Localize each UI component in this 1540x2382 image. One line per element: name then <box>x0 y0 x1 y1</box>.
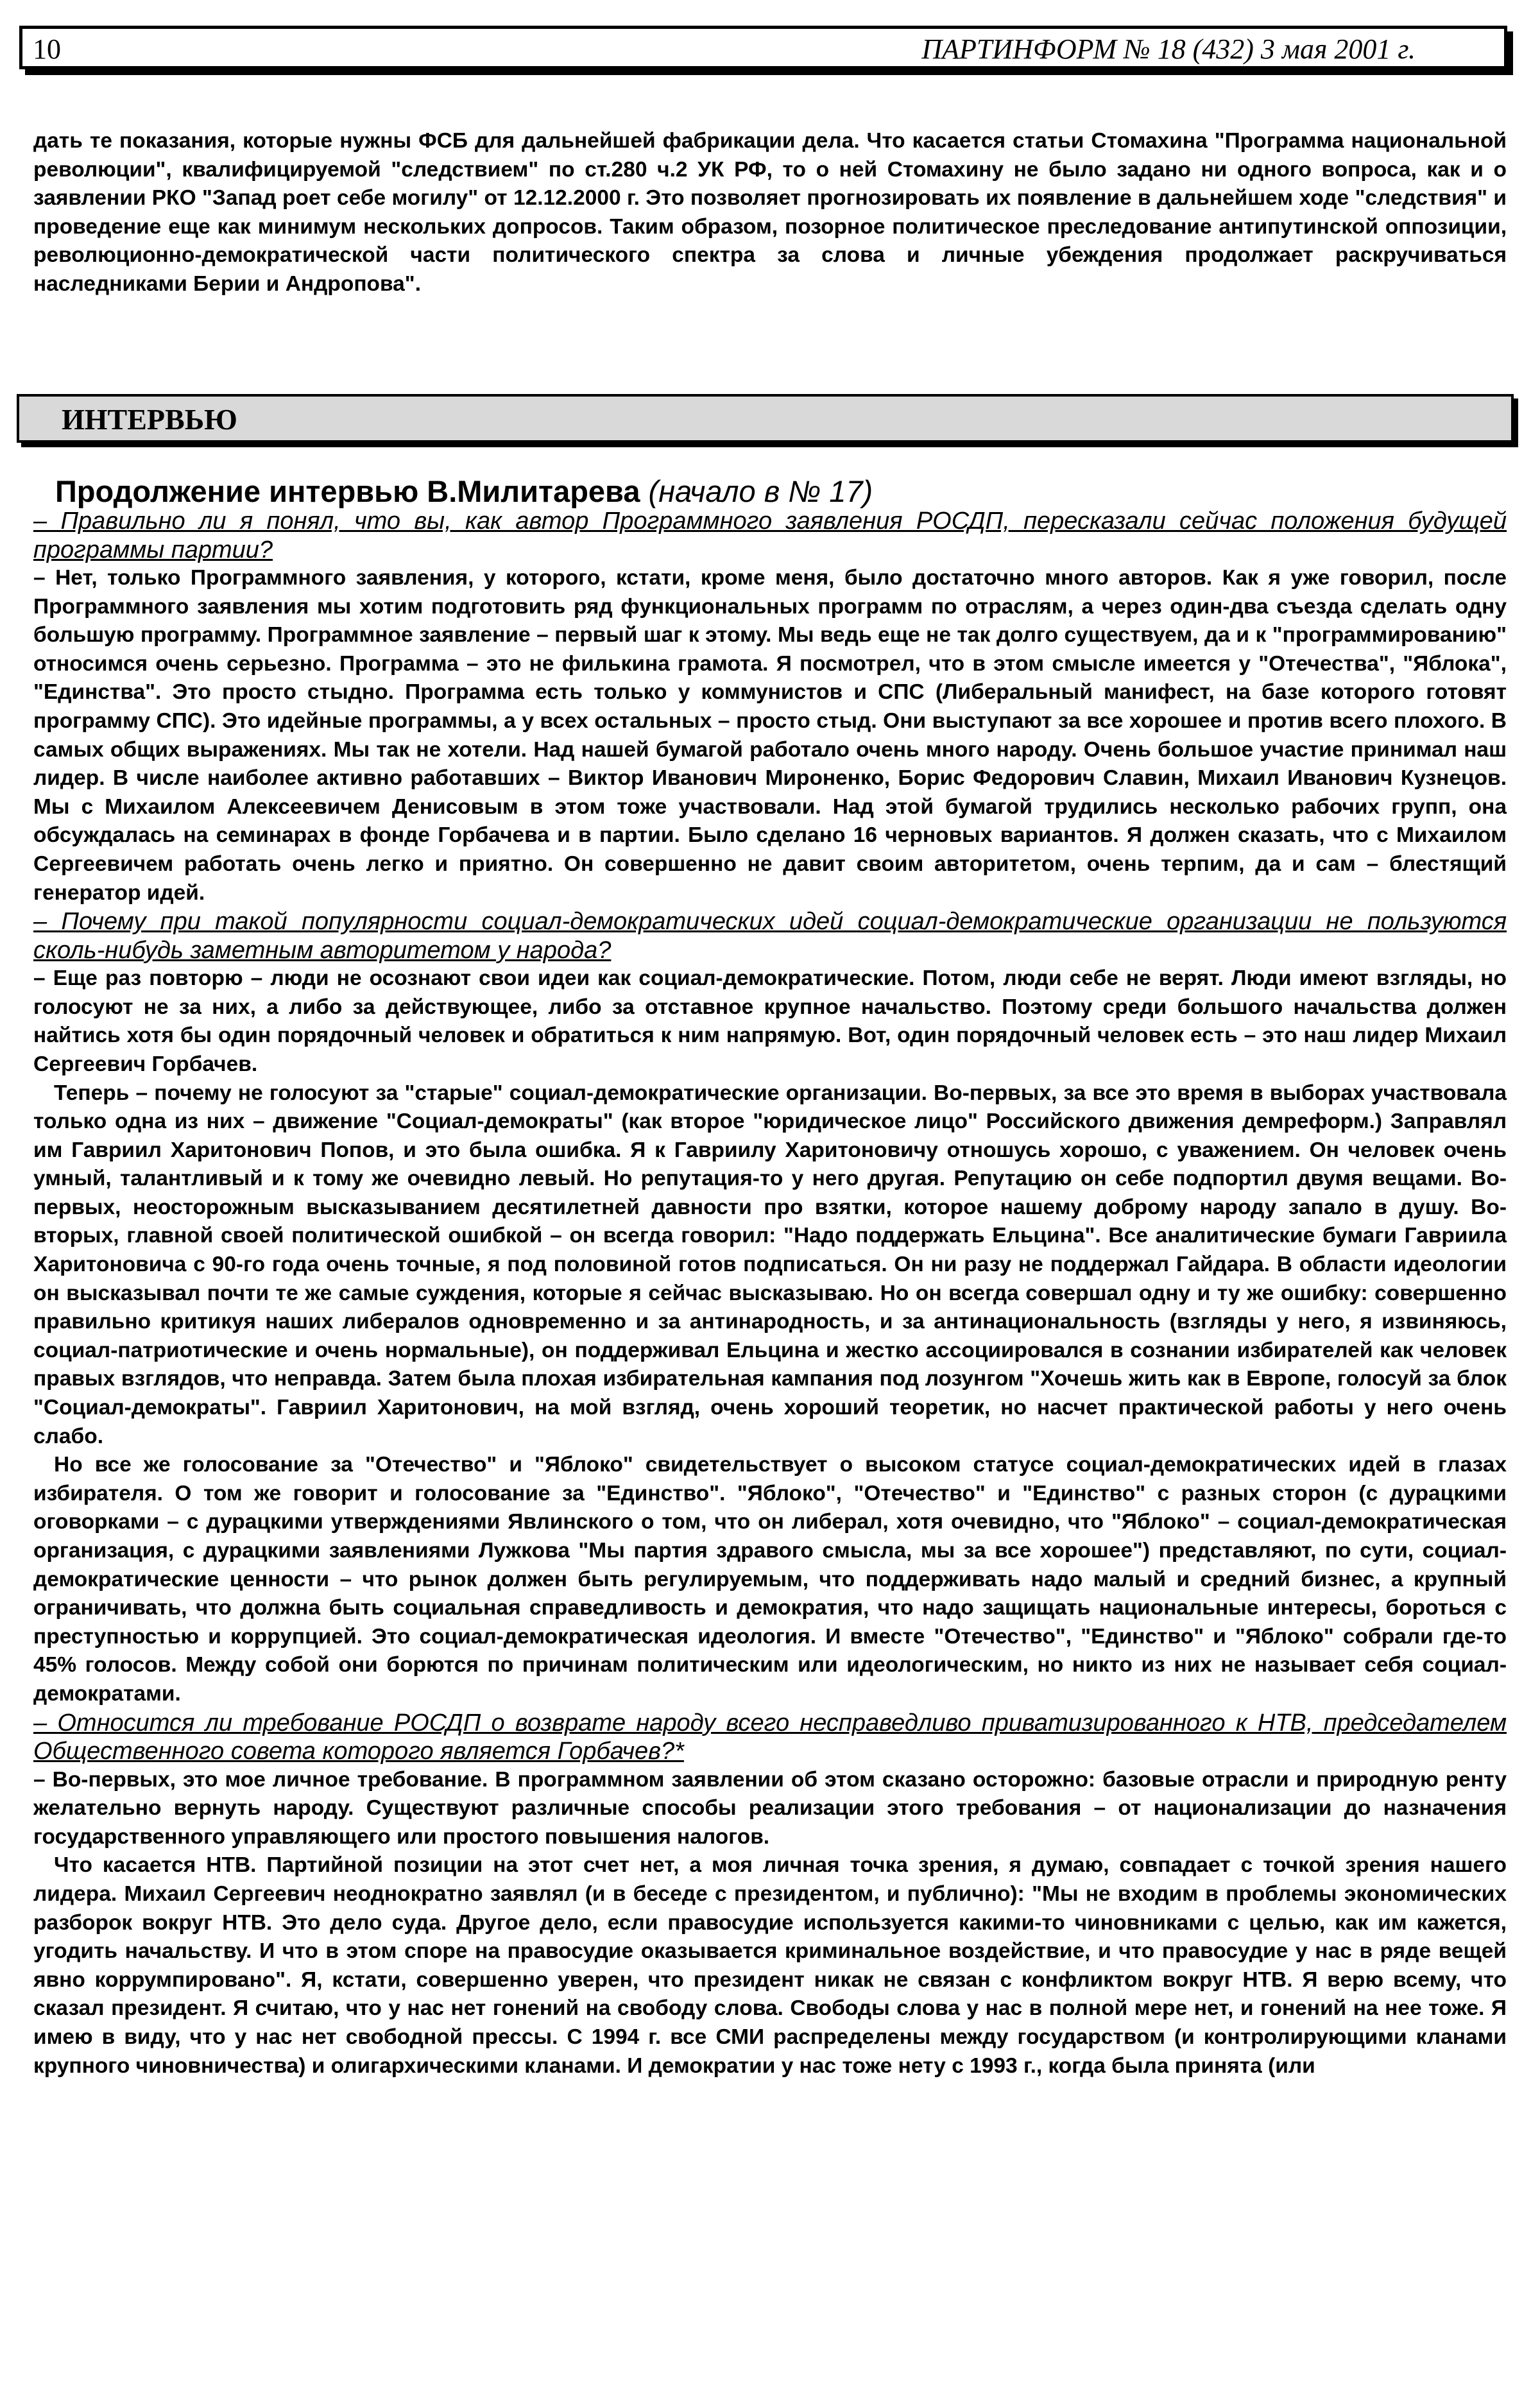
answer-2-paragraph-2: Теперь – почему не голосуют за "старые" социал-демократические организации. Во-первых, за все это время в выборах участвовала только одна из них – движение "Социал-демократы" (как второе "юридическое лицо" Российского движения демреформ.) Заправлял им Гавриил Харитонович Попов, и это была ошибка. Я к Гавриилу Харитоновичу отношусь хорошо, с уважением. Он человек очень умный, талантливый и к тому же очевидно левый. Но репутация-то у него другая. Репутацию он себе подпортил двумя вещами. Во-первых, неосторожным высказыванием десятилетней давности про взятки, которое нашему доброму народу запало в душу. Во-вторых, главной своей политической ошибкой – он всегда говорил: "Надо поддержать Ельцина". Все аналитические бумаги Гавриила Харитоновича с 90-го года очень точные, я под половиной готов подписаться. Он ни разу не поддержал Гайдара. В области идеологии он высказывал почти те же самые суждения, которые я сейчас высказываю. Но он всегда совершал одну и ту же ошибку: совершенно правильно критикуя наших либералов одновременно и за антинародность, и за антинациональность (взгляды у него, я извиняюсь, социал-патриотические и очень нормальные), он поддерживал Ельцина и жестко ассоциировался в сознании избирателей как человек правых взглядов, что неправда. Затем была плохая избирательная кампания под лозунгом "Хочешь жить как в Европе, голосуй за блок "Социал-демократы". Гавриил Харитонович, на мой взгляд, очень хороший теоретик, но насчет практической работы у него очень слабо. <box>33 1081 1507 1448</box>
question-1: – Правильно ли я понял, что вы, как автор Программного заявления РОСДП, пересказали сейчас положения будущей программы партии? <box>33 508 1507 563</box>
page-number: 10 <box>33 33 61 65</box>
issue-info: ПАРТИНФОРМ № 18 (432) 3 мая 2001 г. <box>921 33 1416 65</box>
section-label: ИНТЕРВЬЮ <box>62 403 237 436</box>
answer-3-paragraph-1: – Во-первых, это мое личное требование. В программном заявлении об этом сказано осторожно: базовые отрасли и природную ренту желательно вернуть народу. Существуют различные способы реализации этого требования – от национализации до назначения государственного управляющего или простого повышения налогов. <box>33 1767 1507 1849</box>
article-title-text: Продолжение интервью В.Милитарева <box>55 474 640 508</box>
intro-text <box>33 127 1507 299</box>
answer-2-paragraph-1: – Еще раз повторю – люди не осознают свои идеи как социал-демократические. Потом, люди себе не верят. Люди имеют взгляды, но голосуют не за них, а либо за действующее, либо за отставное крупное начальство. Поэтому среди большого начальства должен найтись хотя бы один порядочный человек и обратиться к ним напрямую. Вот, один порядочный человек есть – это наш лидер Михаил Сергеевич Горбачев. <box>33 966 1507 1076</box>
answer-1: – Нет, только Программного заявления, у которого, кстати, кроме меня, было достаточно много авторов. Как я уже говорил, после Программного заявления мы хотим подготовить ряд функциональных программ по отраслям, а через один-два съезда сделать одну большую программу. Программное заявление – первый шаг к этому. Мы ведь еще не так долго существуем, да и к "программированию" относимся очень серьезно. Программа – это не филькина грамота. Я посмотрел, что в этом смысле имеется у "Отечества", "Яблока", "Единства". Это просто стыдно. Программа есть только у коммунистов и СПС (Либеральный манифест, на базе которого готовят программу СПС). Это идейные программы, а у всех остальных – просто стыд. Они выступают за все хорошее и против всего плохого. В самых общих выражениях. Мы так не хотели. Над нашей бумагой работало очень много народу. Очень большое участие принимал наш лидер. В числе наиболее активно работавших – Виктор Иванович Мироненко, Борис Федорович Славин, Михаил Иванович Кузнецов. Мы с Михаилом Алексеевичем Денисовым в этом тоже участвовали. Над этой бумагой трудились несколько рабочих групп, она обсуждалась на семинарах в фонде Горбачева и в партии. Было сделано 16 черновых вариантов. Я должен сказать, что с Михаилом Сергеевичем работать очень легко и приятно. Он совершенно не давит своим авторитетом, очень терпим, да и сам – блестящий генератор идей. <box>33 566 1507 905</box>
section-heading <box>17 394 1514 443</box>
answer-3-paragraph-2: Что касается НТВ. Партийной позиции на этот счет нет, а моя личная точка зрения, я думаю, совпадает с точкой зрения нашего лидера. Михаил Сергеевич неоднократно заявлял (и в беседе с президентом, и публично): "Мы не входим в проблемы экономических разборок вокруг НТВ. Это дело суда. Другое дело, если правосудие используется какими-то чиновниками с целью, как им кажется, угодить начальству. И что в этом споре на правосудие оказывается криминальное воздействие, и что правосудие у нас в ряде вещей явно коррумпировано". Я, кстати, совершенно уверен, что президент никак не связан с конфликтом вокруг НТВ. Я верю всему, что сказал президент. Я считаю, что у нас нет гонений на свободу слова. Свободы слова у нас в полной мере нет, и гонений на нее тоже. Я имею в виду, что у нас нет свободной прессы. С 1994 г. все СМИ распределены между государством (и контролирующими кланами крупного чиновничества) и олигархическими кланами. И демократии у нас тоже нету с 1993 г., когда была принята (или <box>33 1853 1507 2078</box>
article-title-note: (начало в № 17) <box>648 474 873 508</box>
answer-2-paragraph-3: Но все же голосование за "Отечество" и "Яблоко" свидетельствует о высоком статусе социал-демократических идей в глазах избирателя. О том же говорит и голосование за "Единство". "Яблоко", "Отечество" и "Единство" с разных сторон (с дурацкими оговорками – с дурацкими утверждениями Явлинского о том, что он либерал, хотя очевидно, что "Яблоко" – социал-демократическая организация, с дурацкими заявлениями Лужкова "Мы партия здравого смысла, мы за все хорошее") представляют, по сути, социал-демократические ценности – что рынок должен быть регулируемым, что поддерживать надо малый и средний бизнес, а крупный ограничивать, что должна быть социальная справедливость и демократия, что надо защищать национальные интересы, бороться с преступностью и коррупцией. Это социал-демократическая идеология. И вместе "Отечество", "Единство" и "Яблоко" собрали где-то 45% голосов. Между собой они борются по причинам политическим или идеологическим, но никто из них не называет себя социал-демократами. <box>33 1453 1507 1706</box>
question-3: – Относится ли требование РОСДП о возврате народу всего несправедливо приватизированного к НТВ, председателем Общественного совета которого является Горбачев?* <box>33 1709 1507 1765</box>
question-2: – Почему при такой популярности социал-демократических идей социал-демократические организации не пользуются сколь-нибудь заметным авторитетом у народа? <box>33 908 1507 964</box>
page-header <box>19 26 1507 69</box>
intro-paragraph: дать те показания, которые нужны ФСБ для дальнейшей фабрикации дела. Что касается статьи Стомахина "Программа национальной революции", квалифицируемой "следствием" по ст.280 ч.2 УК РФ, то о ней Стомахину не было задано ни одного вопроса, как и о заявлении РКО "Запад роет себе могилу" от 12.12.2000 г. Это позволяет прогнозировать их появление в дальнейшем ходе "следствия" и проведение еще как минимум нескольких допросов. Таким образом, позорное политическое преследование антипутинской оппозиции, революционно-демократической части политического спектра за слова и личные убеждения продолжает раскручиваться наследниками Берии и Андропова". <box>33 129 1507 296</box>
article-body <box>33 507 1507 2080</box>
article-title <box>55 474 873 509</box>
